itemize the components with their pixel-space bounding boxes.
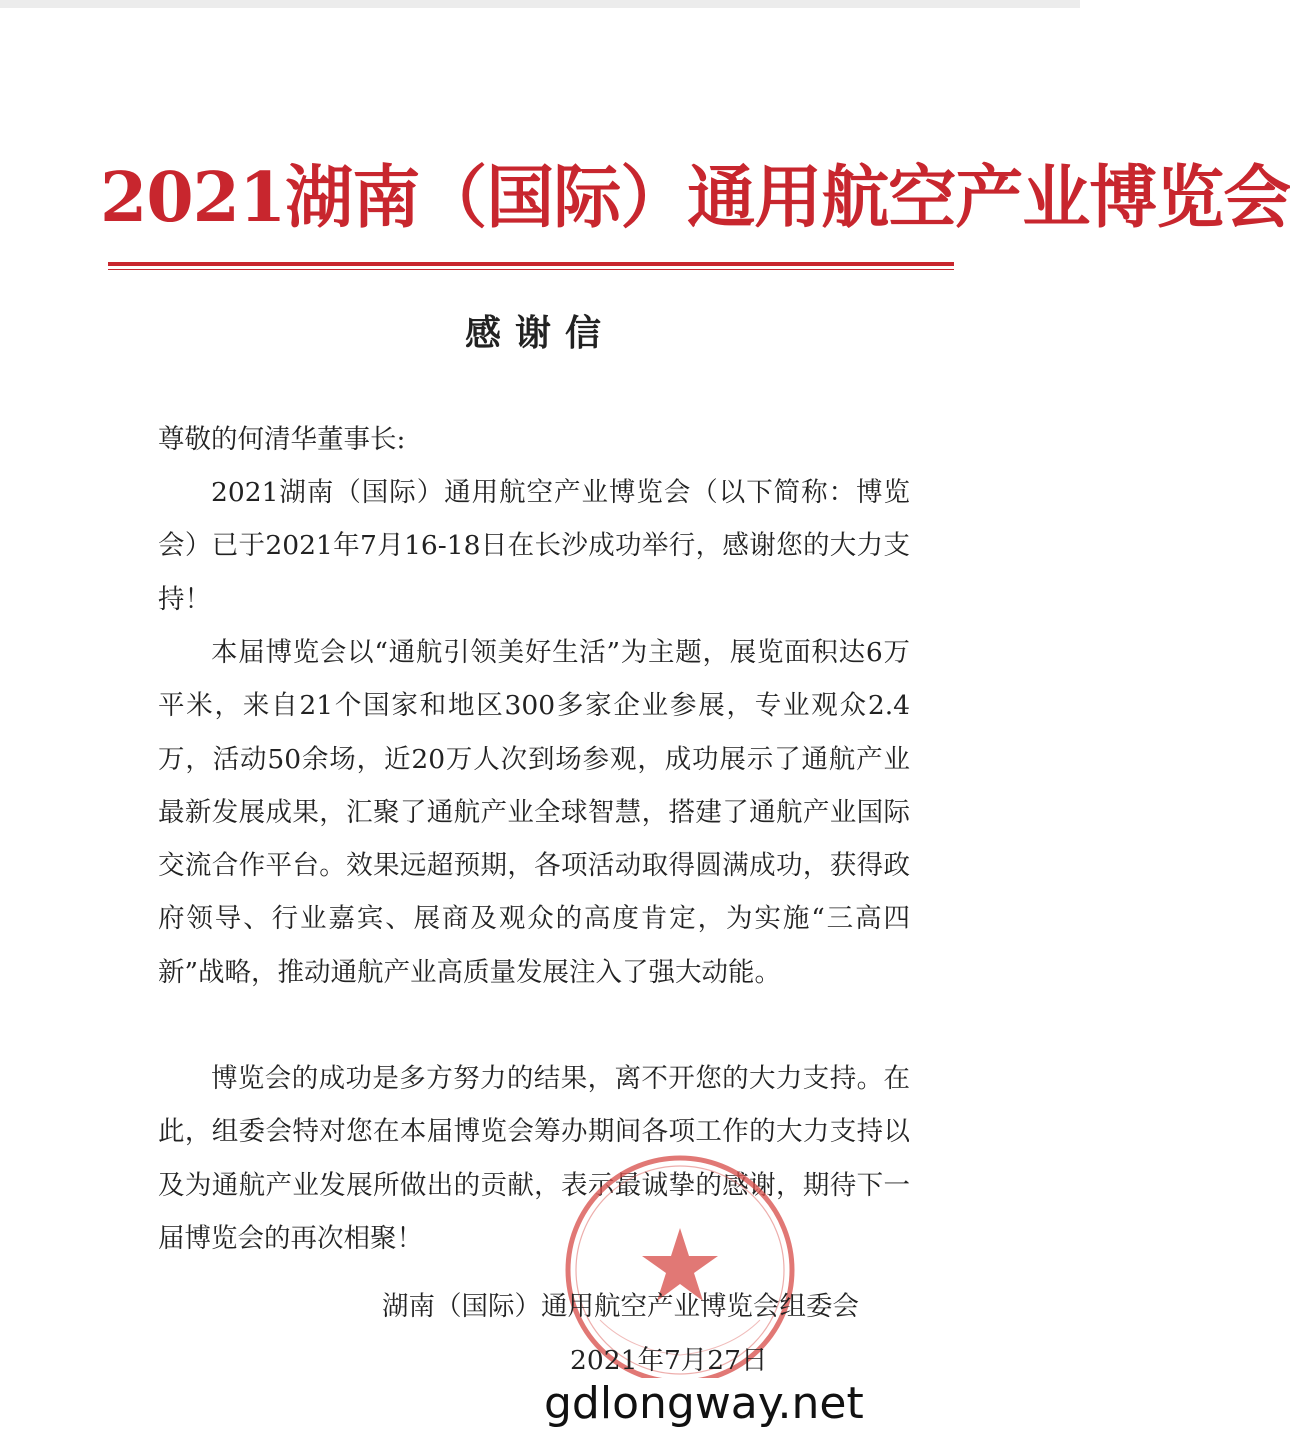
letterhead-rule-thick	[108, 262, 954, 266]
scan-top-strip	[0, 0, 1080, 8]
salutation: 尊敬的何清华董事长:	[158, 424, 406, 455]
letterhead-rule-thin	[108, 269, 954, 270]
paragraph-1: 2021湖南（国际）通用航空产业博览会（以下简称：博览会）已于2021年7月16-18日在长沙成功举行，感谢您的大力支持！	[158, 477, 910, 615]
signature-organization: 湖南（国际）通用航空产业博览会组委会	[382, 1291, 859, 1322]
letter-title: 感谢信	[464, 312, 615, 354]
signature-date: 2021年7月27日	[570, 1345, 768, 1376]
paragraph-3: 博览会的成功是多方努力的结果，离不开您的大力支持。在此，组委会特对您在本届博览会筹办期间各项工作的大力支持以及为通航产业发展所做出的贡献，表示最诚挚的感谢，期待下一届博览会的再次相聚！	[158, 1063, 910, 1254]
letterhead-title: 2021湖南（国际）通用航空产业博览会	[100, 158, 1290, 238]
paragraph-2: 本届博览会以“通航引领美好生活”为主题，展览面积达6万平米，来自21个国家和地区300多家企业参展，专业观众2.4万，活动50余场，近20万人次到场参观，成功展示了通航产业最新发展成果，汇聚了通航产业全球智慧，搭建了通航产业国际交流合作平台。效果远超预期，各项活动取得圆满成功，获得政府领导、行业嘉宾、展商及观众的高度肯定，为实施“三高四新”战略，推动通航产业高质量发展注入了强大动能。	[158, 637, 910, 988]
site-watermark: gdlongway.net	[530, 1378, 890, 1429]
